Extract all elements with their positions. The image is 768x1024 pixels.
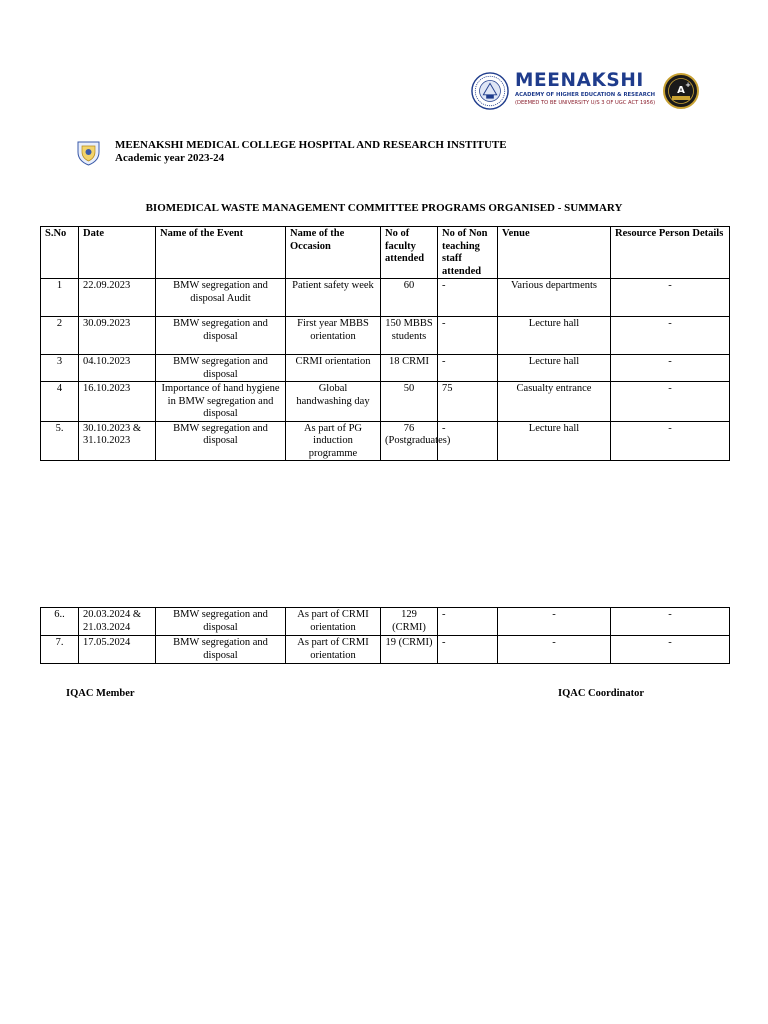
table-row — [41, 608, 730, 636]
naac-accreditation-badge-icon — [663, 73, 699, 109]
programs-table — [40, 226, 730, 461]
table-cell: 1 — [41, 279, 79, 317]
table-cell: CRMI orientation — [286, 355, 381, 382]
college-name: MEENAKSHI MEDICAL COLLEGE HOSPITAL AND RESEARCH INSTITUTE — [115, 139, 507, 151]
table-row — [41, 636, 730, 664]
table-cell: 50 — [381, 382, 438, 422]
brand-name: MEENAKSHI — [515, 70, 644, 91]
table-cell: BMW segregation and disposal — [156, 608, 286, 636]
table-cell: 5. — [41, 421, 79, 461]
table-cell: 30.10.2023 & 31.10.2023 — [79, 421, 156, 461]
table-cell: Lecture hall — [498, 421, 611, 461]
table-cell: As part of PG induction programme — [286, 421, 381, 461]
table-cell: - — [611, 382, 730, 422]
column-header: Name of the Event — [156, 227, 286, 279]
table-cell: - — [611, 608, 730, 636]
table-cell: - — [611, 279, 730, 317]
table-cell: Lecture hall — [498, 355, 611, 382]
table-cell: BMW segregation and disposal Audit — [156, 279, 286, 317]
programs-table-continued — [40, 607, 730, 664]
table-cell: - — [498, 636, 611, 664]
table-cell: - — [438, 608, 498, 636]
column-header: Date — [79, 227, 156, 279]
table-cell: 16.10.2023 — [79, 382, 156, 422]
table-cell: BMW segregation and disposal — [156, 355, 286, 382]
table-cell: - — [611, 355, 730, 382]
table-cell: 6.. — [41, 608, 79, 636]
column-header: S.No — [41, 227, 79, 279]
table-cell: BMW segregation and disposal — [156, 317, 286, 355]
table-cell: Patient safety week — [286, 279, 381, 317]
table-cell: First year MBBS orientation — [286, 317, 381, 355]
table-cell: Various departments — [498, 279, 611, 317]
column-header: No of Non teaching staff attended — [438, 227, 498, 279]
column-header: Name of the Occasion — [286, 227, 381, 279]
table-cell: 75 — [438, 382, 498, 422]
table-cell: BMW segregation and disposal — [156, 636, 286, 664]
svg-text:A: A — [677, 85, 685, 96]
table-cell: 129 (CRMI) — [381, 608, 438, 636]
svg-text:+: + — [685, 81, 691, 89]
table-row — [41, 421, 730, 461]
table-cell: - — [611, 421, 730, 461]
table-cell: 2 — [41, 317, 79, 355]
table-cell: 20.03.2024 & 21.03.2024 — [79, 608, 156, 636]
table-cell: As part of CRMI orientation — [286, 636, 381, 664]
table-cell: - — [438, 421, 498, 461]
brand-subtitle: ACADEMY OF HIGHER EDUCATION & RESEARCH — [515, 92, 656, 98]
brand-deemed-note: (DEEMED TO BE UNIVERSITY U/S 3 OF UGC ACT 1956) — [515, 100, 656, 106]
table-cell: - — [438, 355, 498, 382]
column-header: Venue — [498, 227, 611, 279]
table-cell: 04.10.2023 — [79, 355, 156, 382]
table-row — [41, 382, 730, 422]
table-cell: 17.05.2024 — [79, 636, 156, 664]
document-title: BIOMEDICAL WASTE MANAGEMENT COMMITTEE PROGRAMS ORGANISED - SUMMARY — [145, 202, 623, 214]
table-cell: 3 — [41, 355, 79, 382]
table-cell: - — [438, 317, 498, 355]
table-cell: BMW segregation and disposal — [156, 421, 286, 461]
table-header-row — [41, 227, 730, 279]
table-cell: Importance of hand hygiene in BMW segregation and disposal — [156, 382, 286, 422]
iqac-coordinator-signature: IQAC Coordinator — [558, 688, 645, 699]
column-header: Resource Person Details — [611, 227, 730, 279]
table-row — [41, 355, 730, 382]
column-header: No of faculty attended — [381, 227, 438, 279]
table-cell: 22.09.2023 — [79, 279, 156, 317]
table-row — [41, 279, 730, 317]
table-cell: 7. — [41, 636, 79, 664]
academic-year: Academic year 2023-24 — [115, 152, 225, 164]
table-cell: - — [611, 636, 730, 664]
table-cell: 19 (CRMI) — [381, 636, 438, 664]
college-emblem-icon — [75, 138, 102, 166]
table-cell: - — [498, 608, 611, 636]
table-row — [41, 317, 730, 355]
table-cell: 4 — [41, 382, 79, 422]
table-cell: 60 — [381, 279, 438, 317]
table-cell: 30.09.2023 — [79, 317, 156, 355]
table-cell: - — [611, 317, 730, 355]
table-cell: 150 MBBS students — [381, 317, 438, 355]
table-cell: 76 (Postgraduates) — [381, 421, 438, 461]
table-cell: 18 CRMI — [381, 355, 438, 382]
table-cell: Lecture hall — [498, 317, 611, 355]
table-cell: - — [438, 636, 498, 664]
university-seal-icon — [471, 72, 509, 110]
table-cell: - — [438, 279, 498, 317]
table-cell: As part of CRMI orientation — [286, 608, 381, 636]
iqac-member-signature: IQAC Member — [66, 688, 135, 699]
university-logo — [471, 71, 703, 111]
table-cell: Casualty entrance — [498, 382, 611, 422]
table-cell: Global handwashing day — [286, 382, 381, 422]
